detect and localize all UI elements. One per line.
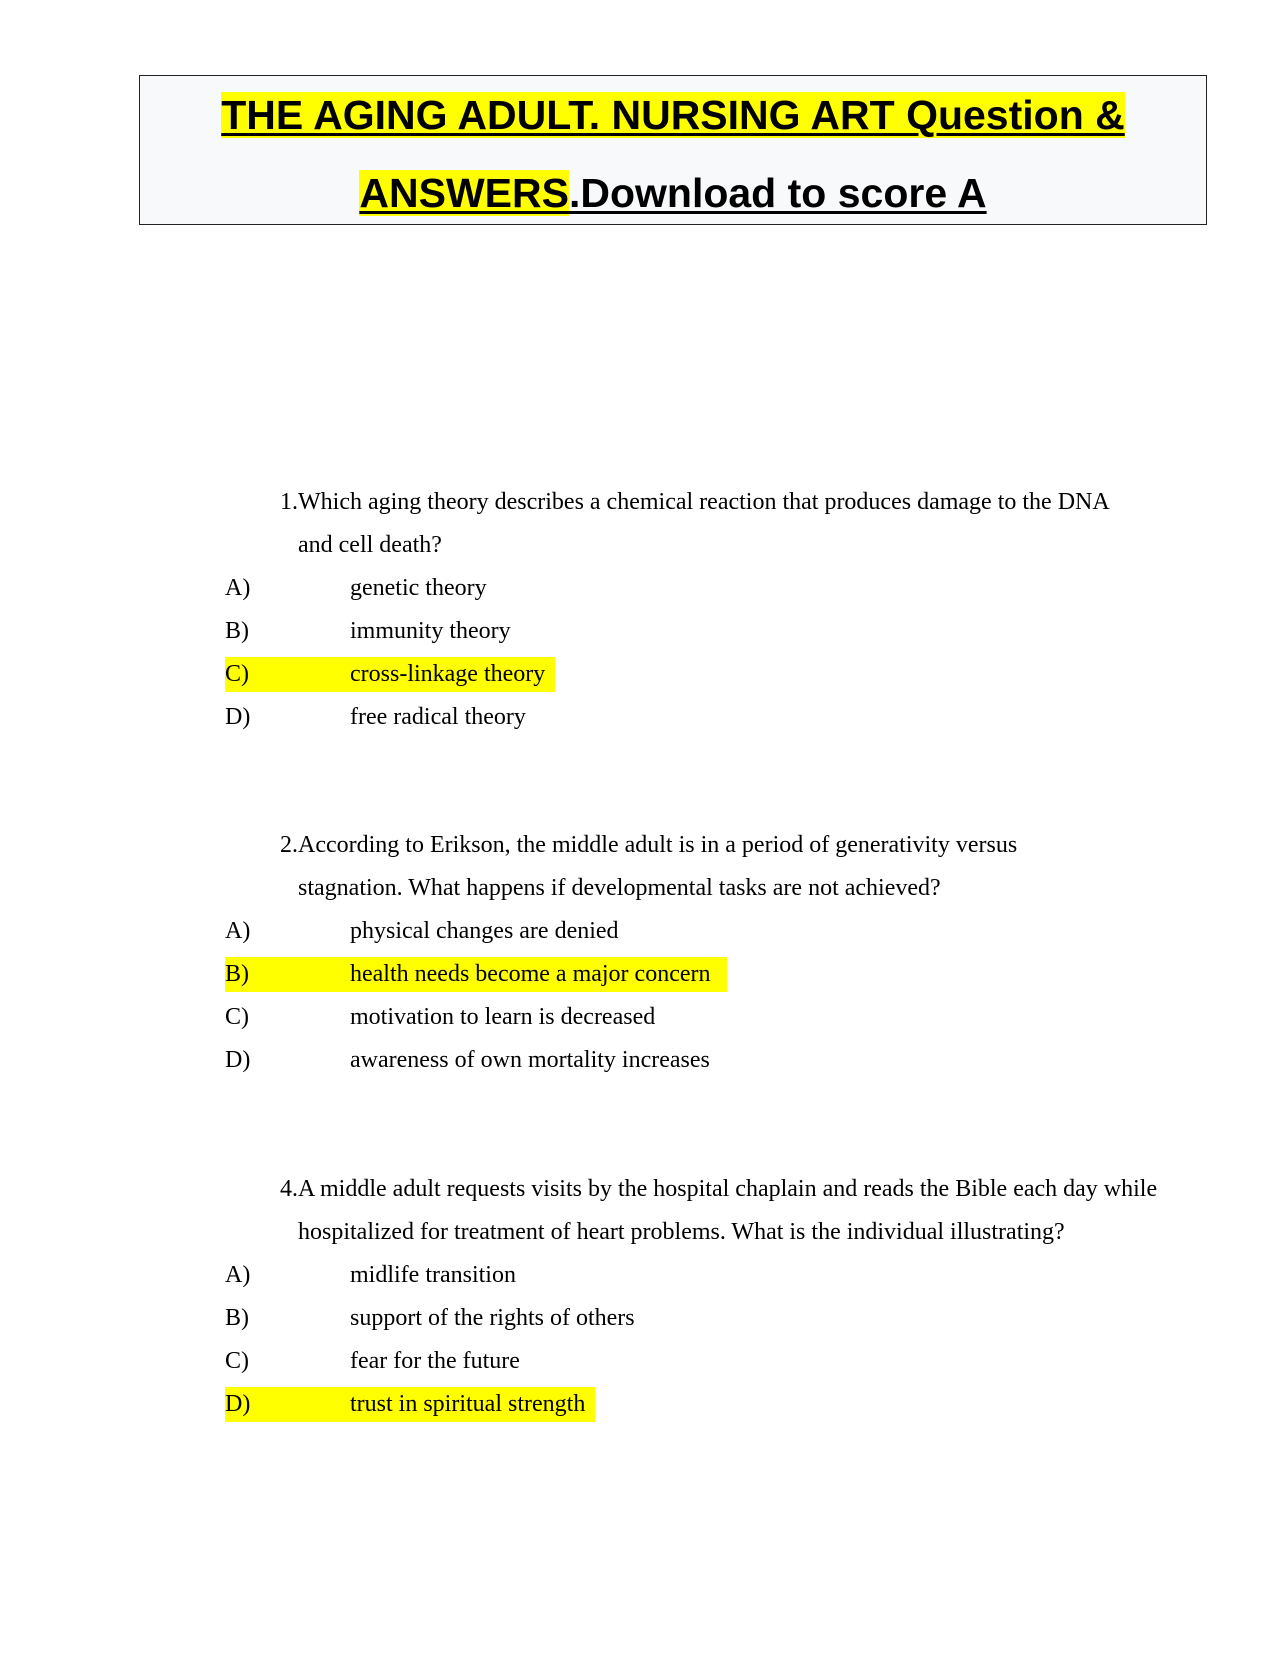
option-text: genetic theory bbox=[350, 575, 487, 601]
option-letter: B) bbox=[225, 1305, 249, 1331]
option-text: trust in spiritual strength bbox=[350, 1391, 586, 1417]
document-title-box bbox=[139, 75, 1207, 225]
question-4-line-1: A middle adult requests visits by the hospital chaplain and reads the Bible each day while bbox=[298, 1176, 1158, 1202]
title-line-2 bbox=[140, 154, 1206, 232]
question-2-number: 2. bbox=[280, 832, 298, 858]
question-4-option-d-correct bbox=[0, 1383, 1280, 1426]
option-text: health needs become a major concern bbox=[350, 961, 711, 987]
title-line-1-text: THE AGING ADULT. NURSING ART Question & bbox=[221, 92, 1125, 138]
option-letter: A) bbox=[225, 575, 251, 601]
option-text: free radical theory bbox=[350, 704, 526, 730]
option-letter: B) bbox=[225, 961, 249, 987]
question-1-option-c-correct bbox=[0, 653, 1280, 696]
option-letter: C) bbox=[225, 1004, 249, 1030]
question-2-text bbox=[0, 824, 1280, 910]
question-1-option-b bbox=[0, 610, 1280, 653]
question-4-line-2: hospitalized for treatment of heart problems. What is the individual illustrating? bbox=[298, 1219, 1065, 1245]
question-4-option-a bbox=[0, 1254, 1280, 1297]
question-2-option-d bbox=[0, 1039, 1280, 1082]
option-text: midlife transition bbox=[350, 1262, 516, 1288]
question-1-line-1: Which aging theory describes a chemical reaction that produces damage to the DNA bbox=[298, 489, 1110, 515]
question-1-line-2: and cell death? bbox=[298, 532, 442, 558]
question-4-option-c bbox=[0, 1340, 1280, 1383]
option-text: motivation to learn is decreased bbox=[350, 1004, 656, 1030]
question-2-option-b-correct bbox=[0, 953, 1280, 996]
question-2-line-1: According to Erikson, the middle adult is in a period of generativity versus bbox=[298, 832, 1018, 858]
question-1-option-d bbox=[0, 696, 1280, 739]
question-1-number: 1. bbox=[280, 489, 298, 515]
question-2 bbox=[0, 824, 1280, 1082]
question-4-number: 4. bbox=[280, 1176, 298, 1202]
option-text: physical changes are denied bbox=[350, 918, 619, 944]
option-text: cross-linkage theory bbox=[350, 661, 546, 687]
option-letter: D) bbox=[225, 1391, 251, 1417]
option-letter: C) bbox=[225, 1348, 249, 1374]
option-letter: D) bbox=[225, 1047, 251, 1073]
title-download-text: .Download to score A bbox=[568, 170, 987, 216]
option-letter: A) bbox=[225, 918, 251, 944]
question-1 bbox=[0, 481, 1280, 739]
question-2-option-a bbox=[0, 910, 1280, 953]
option-letter: A) bbox=[225, 1262, 251, 1288]
question-4-text bbox=[0, 1168, 1280, 1254]
question-4-option-b bbox=[0, 1297, 1280, 1340]
option-text: immunity theory bbox=[350, 618, 511, 644]
option-text: support of the rights of others bbox=[350, 1305, 635, 1331]
question-1-option-a bbox=[0, 567, 1280, 610]
option-letter: C) bbox=[225, 661, 249, 687]
question-4 bbox=[0, 1168, 1280, 1426]
option-text: awareness of own mortality increases bbox=[350, 1047, 710, 1073]
question-2-line-2: stagnation. What happens if developmental tasks are not achieved? bbox=[298, 875, 941, 901]
title-line-1 bbox=[140, 76, 1206, 154]
option-letter: D) bbox=[225, 704, 251, 730]
question-2-option-c bbox=[0, 996, 1280, 1039]
title-answers-highlight: ANSWERS bbox=[359, 170, 569, 216]
option-text: fear for the future bbox=[350, 1348, 520, 1374]
option-letter: B) bbox=[225, 618, 249, 644]
question-1-text bbox=[0, 481, 1280, 567]
